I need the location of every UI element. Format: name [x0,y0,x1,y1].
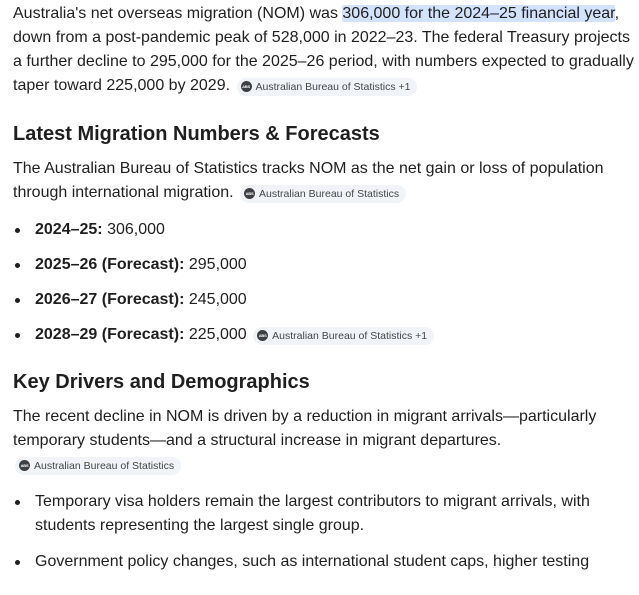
list-item: Temporary visa holders remain the largest contributors to migrant arrivals, with students representing the largest single group. [13,490,635,538]
section-heading-latest: Latest Migration Numbers & Forecasts [13,123,380,145]
intro-text-after: , down from a post-pandemic peak of 528,000 in 2022–23. The federal Treasury projects a further decline to 295,000 for the 2025–26 period, with numbers expected to gradually taper toward 225,000 by 2029. [13,5,634,94]
abs-logo-icon: ABS [257,330,268,341]
intro-paragraph [13,2,635,98]
abs-logo-icon: ABS [241,81,252,92]
citation-label: Australian Bureau of Statistics [34,459,175,472]
intro-text-before: Australia's net overseas migration (NOM) was [13,5,343,22]
response-content [13,2,635,574]
list-item-label: 2028–29 (Forecast): [35,326,185,343]
list-item-value: 295,000 [184,256,247,273]
list-item [13,218,635,242]
drivers-paragraph-text: The recent decline in NOM is driven by a reduction in migrant arrivals—particularly temporary students—and a structural increase in migrant departures. [13,408,597,449]
abs-logo-icon: ABS [19,460,30,471]
latest-paragraph [13,157,635,205]
list-item-value: 306,000 [102,221,165,238]
citation-chip[interactable] [240,185,406,203]
migration-figures-list [13,218,635,347]
list-item [13,253,635,277]
highlighted-text: 306,000 for the 2024–25 financial year [342,5,615,22]
abs-logo-icon: ABS [244,188,255,199]
citation-label: Australian Bureau of Statistics [259,187,400,200]
drivers-list [13,490,635,574]
citation-chip[interactable] [253,327,434,345]
list-item: Government policy changes, such as international student caps, higher testing [13,550,635,574]
citation-label: Australian Bureau of Statistics +1 [255,80,411,93]
citation-label: Australian Bureau of Statistics +1 [272,329,428,342]
list-item-value: 225,000 [184,326,247,343]
list-item [13,323,635,347]
citation-chip[interactable] [237,78,418,96]
list-item [13,288,635,312]
latest-paragraph-text: The Australian Bureau of Statistics tracks NOM as the net gain or loss of population through international migration. [13,160,604,201]
list-item-value: 245,000 [184,291,247,308]
section-heading-drivers: Key Drivers and Demographics [13,371,310,393]
list-item-label: 2024–25: [35,221,103,238]
list-item-label: 2026–27 (Forecast): [35,291,185,308]
list-item-label: 2025–26 (Forecast): [35,256,185,273]
citation-chip[interactable] [15,457,181,475]
drivers-paragraph [13,405,635,477]
